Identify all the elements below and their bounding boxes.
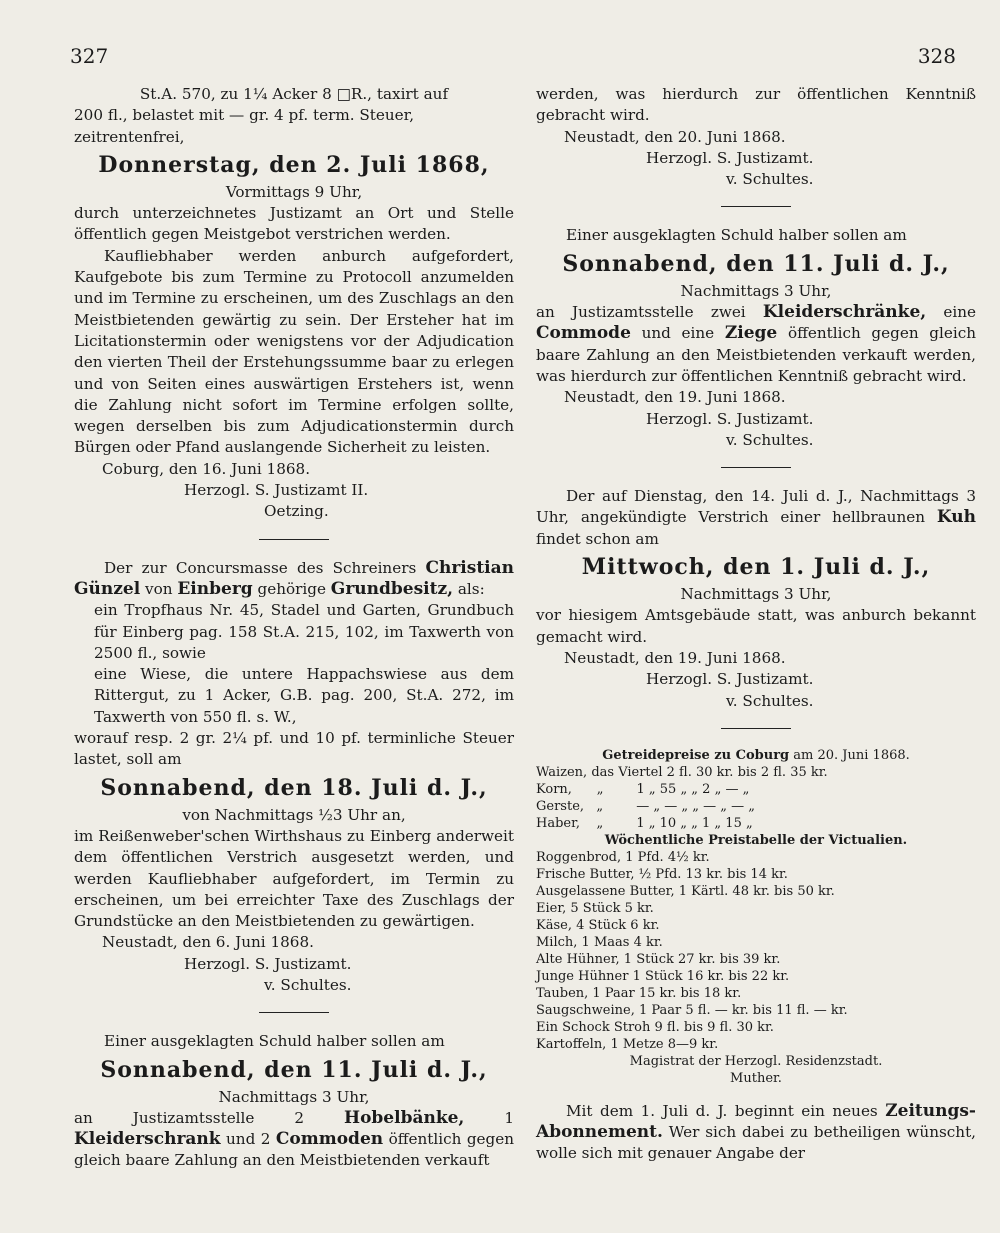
victualien-row: Eier, 5 Stück 5 kr. [536, 900, 654, 916]
auction-body-2: im Reißenweber'schen Wirthshaus zu Einberg anderweit dem öffentlichen Verstrich ausgesetzt werden, und werden Kaufliebhaber aufgefordert, im Termin zu erscheinen, um bei erreichter Taxe des Zuschlags der Grundstücke an den Meistbietenden zu gewärtigen. [74, 826, 514, 931]
victualien-row: Junge Hühner 1 Stück 16 kr. bis 22 kr. [536, 968, 790, 984]
divider [721, 467, 791, 468]
victualien-row: Frische Butter, ½ Pfd. 13 kr. bis 14 kr. [536, 866, 788, 882]
signature-place-5: Neustadt, den 19. Juni 1868. [564, 648, 786, 667]
cow-notice-body: vor hiesigem Amtsgebäude statt, was anburch bekannt gemacht wird. [536, 606, 976, 646]
grain-price-row: Gerste, „ — „ — „ „ — „ — „ [536, 798, 755, 814]
page-number-right: 328 [917, 44, 956, 68]
parcel-line-1: St.A. 570, zu 1¼ Acker 8 □R., taxirt auf [139, 85, 449, 103]
magistrat-signature: Magistrat der Herzogl. Residenzstadt. [629, 1053, 883, 1069]
signature-name-5: v. Schultes. [726, 691, 814, 710]
continuation: werden, was hierdurch zur öffentlichen Kenntniß gebracht wird. [536, 85, 976, 125]
victualien-row: Kartoffeln, 1 Metze 8—9 kr. [536, 1036, 719, 1052]
debt-intro-2: Einer ausgeklagten Schuld halber sollen am [566, 226, 907, 245]
price-table [536, 747, 976, 1087]
concurs-intro: Der zur Concursmasse des Schreiners Christian Günzel von Einberg gehörige Grundbesitz, als: [74, 557, 514, 599]
grain-price-row: Korn, „ 1 „ 55 „ „ 2 „ — „ [536, 781, 750, 797]
debt-intro: Einer ausgeklagten Schuld halber sollen am [104, 1032, 445, 1051]
signature-place-2: Neustadt, den 6. Juni 1868. [102, 933, 314, 952]
page-number-left: 327 [70, 44, 109, 68]
auction-date-heading-2: Sonnabend, den 18. Juli d. J., [100, 774, 488, 801]
signature-office-3: Herzogl. S. Justizamt. [646, 148, 814, 167]
victualien-title: Wöchentliche Preistabelle der Victualien. [604, 832, 908, 848]
victualien-row: Tauben, 1 Paar 15 kr. bis 18 kr. [536, 985, 742, 1001]
victualien-row: Roggenbrod, 1 Pfd. 4½ kr. [536, 849, 710, 865]
victualien-row: Ein Schock Stroh 9 fl. bis 9 fl. 30 kr. [536, 1019, 774, 1035]
auction-body: durch unterzeichnetes Justizamt an Ort und Stelle öffentlich gegen Meistgebot verstrichen werden. [74, 204, 514, 244]
divider [721, 728, 791, 729]
victualien-row: Ausgelassene Butter, 1 Kärtl. 48 kr. bis 50 kr. [536, 883, 835, 899]
signature-office: Herzogl. S. Justizamt II. [184, 481, 369, 500]
divider [259, 1012, 329, 1013]
auction-time-2: von Nachmittags ½3 Uhr an, [182, 805, 406, 824]
property-item-1: ein Tropfhaus Nr. 45, Stadel und Garten, Grundbuch für Einberg pag. 158 St.A. 215, 102, im Taxwerth von 2500 fl., sowie [94, 601, 514, 662]
grain-prices-title: Getreidepreise zu Coburg am 20. Juni 1868. [602, 747, 910, 763]
signature-name-4: v. Schultes. [726, 430, 814, 449]
auction-conditions: Kaufliebhaber werden anburch aufgefordert, Kaufgebote bis zum Termine zu Protocoll anzumelden und im Termine zu erscheinen, um des Zuschlags an den Meistbietenden gewärtig zu sein. Der Ersteher hat im Licitationstermin oder wenigstens vor der Adjudication den vierten Theil der Erstehungssumme baar zu erlegen und von Seiten eines auswärtigen Erstehers ist, wenn die Zahlung nicht sofort im Termine erfolgen sollte, wegen derselben bis zum Adjudicationstermin durch Bürgen oder Pfand auslangende Sicherheit zu leisten. [74, 246, 514, 457]
parcel-line-2: 200 fl., belastet mit — gr. 4 pf. term. Steuer, [74, 106, 415, 125]
cow-notice: Der auf Dienstag, den 14. Juli d. J., Nachmittags 3 Uhr, angekündigte Verstrich einer hellbraunen Kuh findet schon am [536, 487, 977, 548]
victualien-row: Käse, 4 Stück 6 kr. [536, 917, 660, 933]
auction-items-4: an Justizamtsstelle zwei Kleiderschränke, eine Commode und eine Ziege öffentlich gegen gleich baare Zahlung an den Meistbietenden verkauft werden, was hierdurch zur öffentlichen Kenntniß gebracht wird. [536, 302, 977, 385]
grain-price-row: Waizen, das Viertel 2 fl. 30 kr. bis 2 fl. 35 kr. [536, 764, 828, 780]
left-column [74, 84, 514, 1172]
village-name: Einberg [177, 578, 253, 599]
property-label: Grundbesitz, [330, 578, 454, 599]
signature-place-4: Neustadt, den 19. Juni 1868. [564, 388, 786, 407]
victualien-row: Milch, 1 Maas 4 kr. [536, 934, 663, 950]
auction-time-3: Nachmittags 3 Uhr, [218, 1087, 370, 1106]
parcel-line-3: zeitrentenfrei, [74, 127, 185, 146]
victualien-row: Alte Hühner, 1 Stück 27 kr. bis 39 kr. [536, 951, 781, 967]
auction-time-4: Nachmittags 3 Uhr, [680, 281, 832, 300]
tax-line: worauf resp. 2 gr. 2¼ pf. und 10 pf. terminliche Steuer lastet, soll am [74, 729, 514, 769]
signature-place-3: Neustadt, den 20. Juni 1868. [564, 127, 786, 146]
grain-price-list [536, 764, 976, 832]
muther-signature: Muther. [730, 1070, 782, 1086]
signature-office-4: Herzogl. S. Justizamt. [646, 409, 814, 428]
auction-date-heading-4: Sonnabend, den 11. Juli d. J., [562, 250, 950, 277]
divider [259, 539, 329, 540]
auction-date-heading-5: Mittwoch, den 1. Juli d. J., [581, 554, 931, 581]
victualien-list [536, 849, 976, 1053]
signature-place: Coburg, den 16. Juni 1868. [102, 459, 311, 478]
subscription-notice: Mit dem 1. Juli d. J. beginnt ein neues Zeitungs-Abonnement. Wer sich dabei zu betheiligen wünscht, wolle sich mit genauer Angabe der [536, 1100, 977, 1163]
victualien-row: Saugschweine, 1 Paar 5 fl. — kr. bis 11 fl. — kr. [536, 1002, 848, 1018]
auction-time-5: Nachmittags 3 Uhr, [680, 585, 832, 604]
right-column [536, 84, 976, 1165]
auction-date-heading: Donnerstag, den 2. Juli 1868, [98, 151, 490, 178]
grain-price-row: Haber, „ 1 „ 10 „ „ 1 „ 15 „ [536, 815, 753, 831]
auction-items-3: an Justizamtsstelle 2 Hobelbänke, 1 Kleiderschrank und 2 Commoden öffentlich gegen gleich baare Zahlung an den Meistbietenden verkauft [74, 1107, 515, 1170]
signature-name-3: v. Schultes. [726, 170, 814, 189]
signature-office-5: Herzogl. S. Justizamt. [646, 670, 814, 689]
owner-name: Christian Günzel [74, 557, 514, 599]
signature-name-2: v. Schultes. [264, 975, 352, 994]
signature-office-2: Herzogl. S. Justizamt. [184, 954, 352, 973]
auction-date-heading-3: Sonnabend, den 11. Juli d. J., [100, 1056, 488, 1083]
divider [721, 206, 791, 207]
auction-time: Vormittags 9 Uhr, [225, 182, 363, 201]
property-item-2: eine Wiese, die untere Happachswiese aus dem Rittergut, zu 1 Acker, G.B. pag. 200, St.A. 272, im Taxwerth von 550 fl. s. W., [94, 665, 514, 726]
signature-name: Oetzing. [264, 502, 329, 521]
